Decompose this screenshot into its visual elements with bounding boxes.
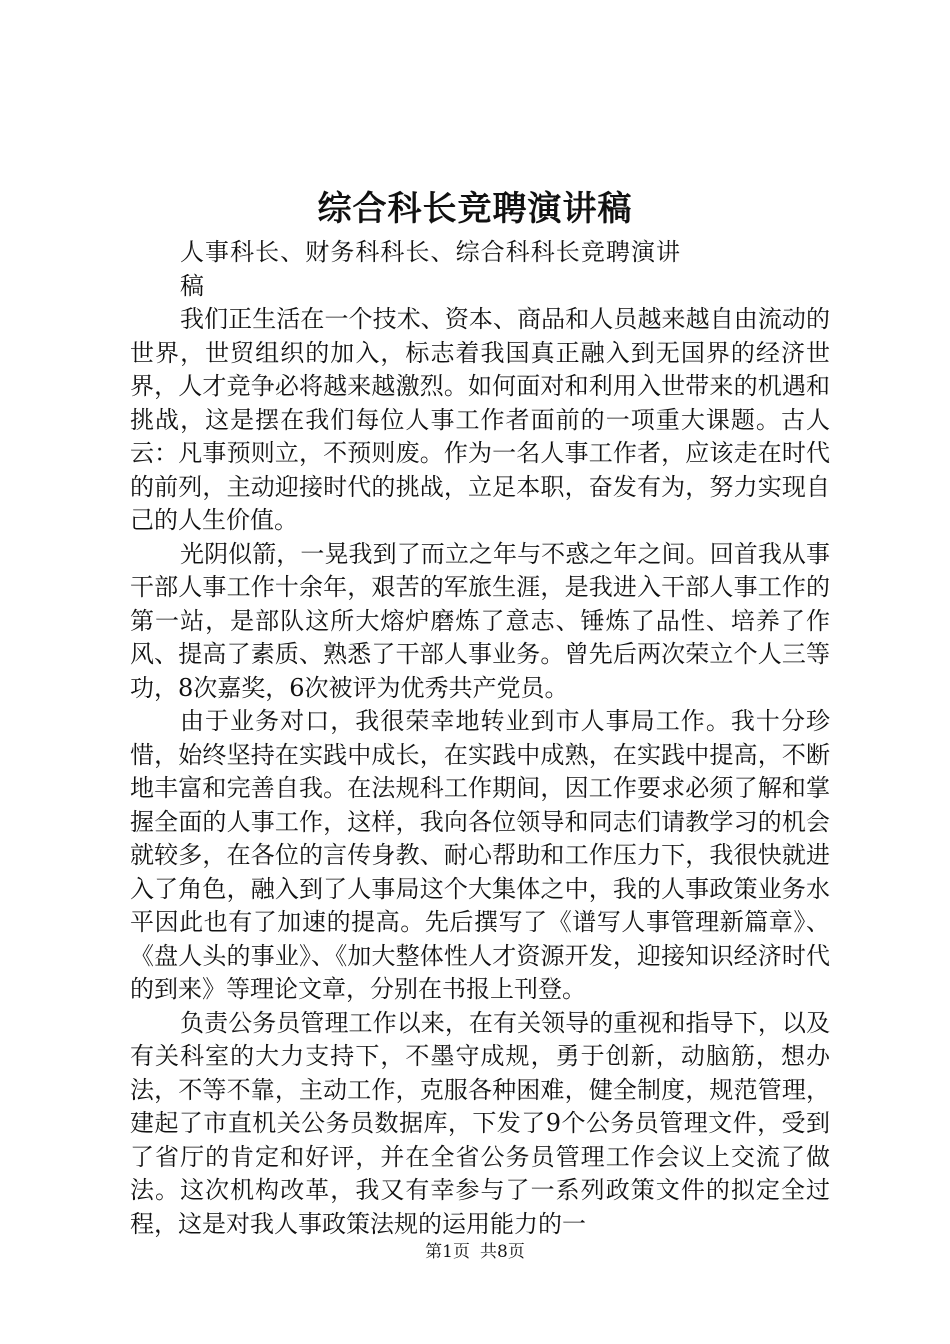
document-title: 综合科长竞聘演讲稿 [317, 189, 633, 229]
page-number: 第1页 [425, 1242, 470, 1262]
paragraph-2: 光阴似箭，一晃我到了而立之年与不惑之年之间。回首我从事干部人事工作十余年，艰苦的军旅生涯，是我进入干部人事工作的第一站，是部队这所大熔炉磨炼了意志、锤炼了品性、培养了作风、提高了素质、熟悉了干部人事业务。曾先后两次荣立个人三等功，8次嘉奖，6次被评为优秀共产党员。 [130, 539, 830, 702]
page-total: 共8页 [480, 1242, 525, 1262]
paragraph-4: 负责公务员管理工作以来，在有关领导的重视和指导下，以及有关科室的大力支持下，不墨守成规，勇于创新，动脑筋，想办法，不等不靠，主动工作，克服各种困难，健全制度，规范管理，建起了市直机关公务员数据库，下发了9个公务员管理文件，受到了省厅的肯定和好评，并在全省公务员管理工作会议上交流了做法。这次机构改革，我又有幸参与了一系列政策文件的拟定全过程，这是对我人事政策法规的运用能力的一 [130, 1008, 830, 1238]
paragraph-3: 由于业务对口，我很荣幸地转业到市人事局工作。我十分珍惜，始终坚持在实践中成长，在实践中成熟，在实践中提高，不断地丰富和完善自我。在法规科工作期间，因工作要求必须了解和掌握全面的人事工作，这样，我向各位领导和同志们请教学习的机会就较多，在各位的言传身教、耐心帮助和工作压力下，我很快就进入了角色，融入到了人事局这个大集体之中，我的人事政策业务水平因此也有了加速的提高。先后撰写了《谱写人事管理新篇章》、《盘人头的事业》、《加大整体性人才资源开发，迎接知识经济时代的到来》等理论文章，分别在书报上刊登。 [130, 707, 830, 1003]
document-subtitle: 人事科长、财务科科长、综合科科长竞聘演讲稿 [180, 238, 680, 300]
document-body [130, 236, 830, 1241]
page-footer [0, 1240, 950, 1264]
paragraph-1: 我们正生活在一个技术、资本、商品和人员越来越自由流动的世界，世贸组织的加入，标志着我国真正融入到无国界的经济世界，人才竞争必将越来越激烈。如何面对和利用入世带来的机遇和挑战，这是摆在我们每位人事工作者面前的一项重大课题。古人云：凡事预则立，不预则废。作为一名人事工作者，应该走在时代的前列，主动迎接时代的挑战，立足本职，奋发有为，努力实现自己的人生价值。 [130, 305, 830, 534]
